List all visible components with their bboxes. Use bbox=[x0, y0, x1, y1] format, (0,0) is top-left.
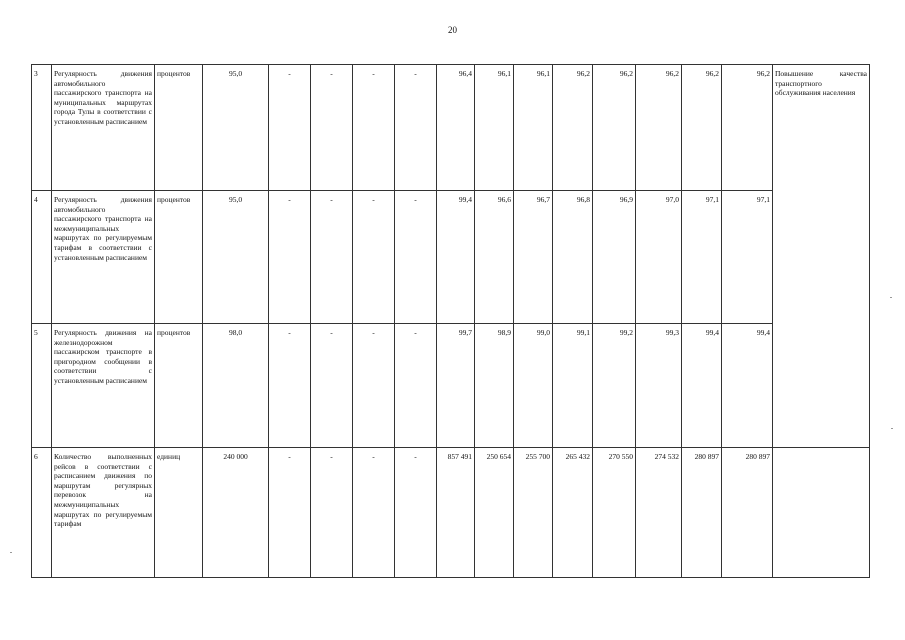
empty-note-cell bbox=[773, 448, 870, 578]
year-value-cell: 96,1 bbox=[475, 65, 514, 191]
row-number: 4 bbox=[32, 191, 52, 324]
row-number: 3 bbox=[32, 65, 52, 191]
dash-cell: - bbox=[269, 191, 311, 324]
dash-cell: - bbox=[353, 324, 395, 448]
dash-cell: - bbox=[353, 191, 395, 324]
year-value-cell: 96,2 bbox=[593, 65, 636, 191]
year-value-cell: 96,2 bbox=[722, 65, 773, 191]
dash-cell: - bbox=[395, 448, 437, 578]
year-value-cell: 274 532 bbox=[636, 448, 682, 578]
table-row bbox=[32, 65, 870, 191]
dash-cell: - bbox=[311, 448, 353, 578]
table-row bbox=[32, 324, 870, 448]
dash-cell: - bbox=[269, 448, 311, 578]
unit-cell: единиц bbox=[155, 448, 203, 578]
year-value-cell: 98,9 bbox=[475, 324, 514, 448]
year-value-cell: 97,1 bbox=[682, 191, 722, 324]
year-value-cell: 96,9 bbox=[593, 191, 636, 324]
year-value-cell: 99,3 bbox=[636, 324, 682, 448]
year-value-cell: 99,0 bbox=[514, 324, 553, 448]
year-value-cell: 97,1 bbox=[722, 191, 773, 324]
year-value-cell: 99,4 bbox=[722, 324, 773, 448]
scan-speck bbox=[890, 297, 892, 298]
page-number: 20 bbox=[448, 25, 457, 35]
year-value-cell: 99,4 bbox=[682, 324, 722, 448]
indicators-table bbox=[31, 64, 870, 578]
year-value-cell: 280 897 bbox=[682, 448, 722, 578]
indicator-name: Регулярность движения на железнодорожном пассажирском транспорте в пригородном сообщении в соответствии с установленным расписанием bbox=[52, 324, 155, 448]
base-value-cell: 95,0 bbox=[203, 191, 269, 324]
year-value-cell: 97,0 bbox=[636, 191, 682, 324]
year-value-cell: 99,2 bbox=[593, 324, 636, 448]
dash-cell: - bbox=[269, 65, 311, 191]
year-value-cell: 96,2 bbox=[682, 65, 722, 191]
year-value-cell: 99,4 bbox=[437, 191, 475, 324]
year-value-cell: 96,1 bbox=[514, 65, 553, 191]
year-value-cell: 270 550 bbox=[593, 448, 636, 578]
year-value-cell: 280 897 bbox=[722, 448, 773, 578]
table-row bbox=[32, 191, 870, 324]
base-value-cell: 95,0 bbox=[203, 65, 269, 191]
year-value-cell: 99,7 bbox=[437, 324, 475, 448]
expected-result-note: Повышение качества транспортного обслуживания населения bbox=[773, 65, 870, 448]
indicator-name: Регулярность движения автомобильного пассажирского транспорта на муниципальных маршрутах города Тулы в соответствии с установленным расписанием bbox=[52, 65, 155, 191]
dash-cell: - bbox=[395, 191, 437, 324]
indicator-name: Регулярность движения автомобильного пассажирского транспорта на межмуниципальных маршрутах по регулируемым тарифам в соответствии с установленным расписанием bbox=[52, 191, 155, 324]
unit-cell: процентов bbox=[155, 324, 203, 448]
dash-cell: - bbox=[269, 324, 311, 448]
year-value-cell: 857 491 bbox=[437, 448, 475, 578]
dash-cell: - bbox=[353, 65, 395, 191]
year-value-cell: 96,8 bbox=[553, 191, 593, 324]
scan-speck bbox=[891, 428, 893, 429]
indicator-name: Количество выполненных рейсов в соответствии с расписанием движения по маршрутам регулярных перевозок на межмуниципальных маршрутах по регулируемым тарифам bbox=[52, 448, 155, 578]
year-value-cell: 96,2 bbox=[636, 65, 682, 191]
dash-cell: - bbox=[395, 324, 437, 448]
dash-cell: - bbox=[353, 448, 395, 578]
dash-cell: - bbox=[311, 191, 353, 324]
row-number: 6 bbox=[32, 448, 52, 578]
table-row bbox=[32, 448, 870, 578]
year-value-cell: 96,2 bbox=[553, 65, 593, 191]
year-value-cell: 255 700 bbox=[514, 448, 553, 578]
year-value-cell: 250 654 bbox=[475, 448, 514, 578]
base-value-cell: 98,0 bbox=[203, 324, 269, 448]
dash-cell: - bbox=[395, 65, 437, 191]
base-value-cell: 240 000 bbox=[203, 448, 269, 578]
dash-cell: - bbox=[311, 65, 353, 191]
year-value-cell: 96,6 bbox=[475, 191, 514, 324]
scan-speck bbox=[10, 552, 12, 553]
unit-cell: процентов bbox=[155, 191, 203, 324]
year-value-cell: 96,7 bbox=[514, 191, 553, 324]
year-value-cell: 99,1 bbox=[553, 324, 593, 448]
dash-cell: - bbox=[311, 324, 353, 448]
row-number: 5 bbox=[32, 324, 52, 448]
year-value-cell: 96,4 bbox=[437, 65, 475, 191]
year-value-cell: 265 432 bbox=[553, 448, 593, 578]
unit-cell: процентов bbox=[155, 65, 203, 191]
